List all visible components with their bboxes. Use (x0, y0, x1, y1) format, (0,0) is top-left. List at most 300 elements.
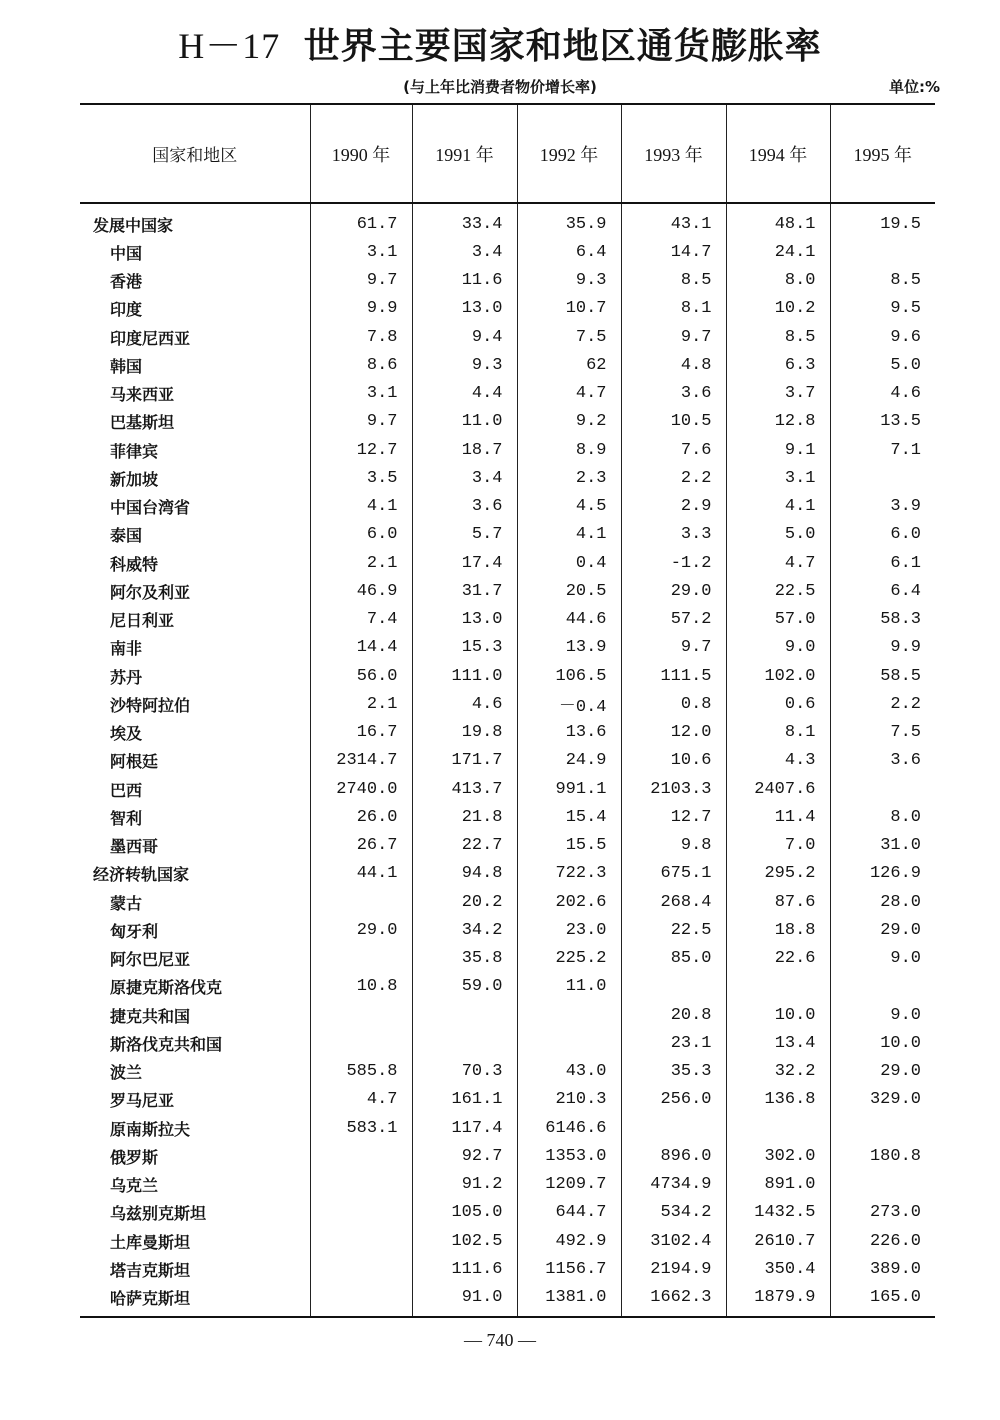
value-cell: 11.6 (412, 267, 517, 295)
header-1990: 1990 年 (310, 104, 412, 203)
value-cell: 273.0 (830, 1199, 935, 1227)
value-cell: 3.1 (310, 238, 412, 266)
value-cell (517, 1001, 621, 1029)
value-cell: 9.8 (621, 832, 726, 860)
table-row (80, 888, 935, 916)
table-code: H－17 (178, 26, 281, 66)
value-cell: 111.5 (621, 662, 726, 690)
table-row (80, 775, 935, 803)
header-region: 国家和地区 (80, 104, 310, 203)
table-row (80, 323, 935, 351)
value-cell (830, 1171, 935, 1199)
region-name: 菲律宾 (110, 441, 159, 461)
region-name: 阿根廷 (110, 752, 159, 772)
value-cell: 18.7 (412, 436, 517, 464)
value-cell: 35.9 (517, 203, 621, 238)
value-cell: 111.0 (412, 662, 517, 690)
value-cell: 9.7 (310, 267, 412, 295)
value-cell: 111.6 (412, 1255, 517, 1283)
value-cell (830, 775, 935, 803)
value-cell: 8.0 (830, 803, 935, 831)
value-cell: 6146.6 (517, 1114, 621, 1142)
value-cell: 7.5 (830, 719, 935, 747)
table-row (80, 916, 935, 944)
value-cell: 20.2 (412, 888, 517, 916)
value-cell: 12.0 (621, 719, 726, 747)
value-cell: 302.0 (726, 1142, 830, 1170)
value-cell: 1879.9 (726, 1284, 830, 1317)
region-name: 智利 (110, 808, 143, 828)
value-cell: 16.7 (310, 719, 412, 747)
value-cell: 34.2 (412, 916, 517, 944)
value-cell: 9.6 (830, 323, 935, 351)
value-cell: 10.0 (830, 1029, 935, 1057)
region-name: 蒙古 (110, 893, 143, 913)
value-cell: 8.1 (621, 295, 726, 323)
value-cell: 44.1 (310, 860, 412, 888)
region-name: 原捷克斯洛伐克 (110, 978, 223, 998)
value-cell: 12.7 (621, 803, 726, 831)
value-cell: 4.1 (310, 493, 412, 521)
value-cell: 226.0 (830, 1227, 935, 1255)
value-cell: 1662.3 (621, 1284, 726, 1317)
value-cell: 35.8 (412, 945, 517, 973)
value-cell: 4.3 (726, 747, 830, 775)
value-cell (310, 1284, 412, 1317)
value-cell (621, 973, 726, 1001)
value-cell (517, 1029, 621, 1057)
table-row (80, 634, 935, 662)
value-cell: 91.0 (412, 1284, 517, 1317)
value-cell: 92.7 (412, 1142, 517, 1170)
value-cell: 9.7 (310, 408, 412, 436)
value-cell: 33.4 (412, 203, 517, 238)
table-row (80, 606, 935, 634)
value-cell: 26.7 (310, 832, 412, 860)
value-cell: 94.8 (412, 860, 517, 888)
value-cell: 7.6 (621, 436, 726, 464)
table-row (80, 408, 935, 436)
region-name: 苏丹 (110, 667, 143, 687)
value-cell: 180.8 (830, 1142, 935, 1170)
value-cell: 8.5 (726, 323, 830, 351)
region-name: 印度 (110, 300, 143, 320)
value-cell: 102.5 (412, 1227, 517, 1255)
table-row (80, 973, 935, 1001)
value-cell: 4.7 (726, 549, 830, 577)
value-cell: 15.4 (517, 803, 621, 831)
region-name: 沙特阿拉伯 (110, 695, 191, 715)
value-cell: 13.5 (830, 408, 935, 436)
table-row (80, 464, 935, 492)
value-cell: 126.9 (830, 860, 935, 888)
region-name: 墨西哥 (110, 837, 159, 857)
page-title (0, 18, 1000, 69)
value-cell: 70.3 (412, 1058, 517, 1086)
value-cell: 891.0 (726, 1171, 830, 1199)
value-cell (310, 1227, 412, 1255)
value-cell: -1.2 (621, 549, 726, 577)
value-cell: 583.1 (310, 1114, 412, 1142)
value-cell: 350.4 (726, 1255, 830, 1283)
value-cell (726, 973, 830, 1001)
table-row (80, 860, 935, 888)
value-cell: 29.0 (310, 916, 412, 944)
value-cell: 534.2 (621, 1199, 726, 1227)
value-cell: 9.0 (830, 1001, 935, 1029)
value-cell: 2.1 (310, 690, 412, 718)
value-cell: 6.1 (830, 549, 935, 577)
value-cell: 256.0 (621, 1086, 726, 1114)
value-cell: 11.4 (726, 803, 830, 831)
value-cell: 15.3 (412, 634, 517, 662)
table-row (80, 747, 935, 775)
value-cell: 13.6 (517, 719, 621, 747)
value-cell: 24.1 (726, 238, 830, 266)
value-cell: 644.7 (517, 1199, 621, 1227)
value-cell (412, 1029, 517, 1057)
region-name: 经济转轨国家 (93, 865, 190, 885)
value-cell: 13.9 (517, 634, 621, 662)
value-cell: 26.0 (310, 803, 412, 831)
value-cell: 9.1 (726, 436, 830, 464)
region-name: 埃及 (110, 724, 143, 744)
value-cell: 6.4 (830, 577, 935, 605)
region-name: 哈萨克斯坦 (80, 1284, 310, 1317)
table-row (80, 1086, 935, 1114)
header-1994: 1994 年 (726, 104, 830, 203)
region-name: 土库曼斯坦 (110, 1232, 191, 1252)
value-cell: 11.0 (517, 973, 621, 1001)
value-cell: 8.0 (726, 267, 830, 295)
value-cell: 7.5 (517, 323, 621, 351)
region-name: 阿尔巴尼亚 (110, 950, 191, 970)
value-cell: 58.5 (830, 662, 935, 690)
value-cell: 85.0 (621, 945, 726, 973)
value-cell: 4734.9 (621, 1171, 726, 1199)
table-row (80, 803, 935, 831)
table-title: 世界主要国家和地区通货膨胀率 (303, 25, 822, 67)
value-cell: 12.8 (726, 408, 830, 436)
table-row (80, 832, 935, 860)
value-cell: 29.0 (830, 1058, 935, 1086)
value-cell: 4.8 (621, 351, 726, 379)
table-row (80, 549, 935, 577)
value-cell: 117.4 (412, 1114, 517, 1142)
value-cell: 1156.7 (517, 1255, 621, 1283)
value-cell: 896.0 (621, 1142, 726, 1170)
value-cell: 6.0 (310, 521, 412, 549)
value-cell: 991.1 (517, 775, 621, 803)
table-row (80, 295, 935, 323)
value-cell: 161.1 (412, 1086, 517, 1114)
value-cell: 10.5 (621, 408, 726, 436)
region-name: 印度尼西亚 (110, 328, 191, 348)
value-cell: 2.2 (830, 690, 935, 718)
value-cell (310, 1255, 412, 1283)
region-name: 捷克共和国 (110, 1006, 191, 1026)
value-cell: 8.9 (517, 436, 621, 464)
value-cell: 171.7 (412, 747, 517, 775)
value-cell: 13.0 (412, 295, 517, 323)
value-cell: 2103.3 (621, 775, 726, 803)
value-cell (830, 464, 935, 492)
table-row (80, 1029, 935, 1057)
value-cell: 7.8 (310, 323, 412, 351)
table-row (80, 351, 935, 379)
value-cell: 21.8 (412, 803, 517, 831)
region-name: 阿尔及利亚 (110, 582, 191, 602)
region-name: 乌克兰 (110, 1176, 159, 1196)
value-cell: 0.8 (621, 690, 726, 718)
region-name: 香港 (110, 272, 143, 292)
value-cell: 105.0 (412, 1199, 517, 1227)
value-cell (310, 1171, 412, 1199)
value-cell: 9.7 (621, 634, 726, 662)
value-cell: 3.1 (726, 464, 830, 492)
table-row (80, 1058, 935, 1086)
value-cell: 43.0 (517, 1058, 621, 1086)
value-cell: 13.0 (412, 606, 517, 634)
value-cell: 4.4 (412, 380, 517, 408)
value-cell: 14.7 (621, 238, 726, 266)
value-cell: 10.0 (726, 1001, 830, 1029)
region-name: 罗马尼亚 (110, 1091, 175, 1111)
value-cell: 8.6 (310, 351, 412, 379)
value-cell: 492.9 (517, 1227, 621, 1255)
value-cell: 585.8 (310, 1058, 412, 1086)
value-cell: 10.7 (517, 295, 621, 323)
value-cell: 413.7 (412, 775, 517, 803)
value-cell: 9.9 (310, 295, 412, 323)
unit-label: 单位:% (888, 78, 940, 96)
value-cell: 5.0 (726, 521, 830, 549)
value-cell: 9.2 (517, 408, 621, 436)
value-cell: 4.1 (726, 493, 830, 521)
value-cell: 6.0 (830, 521, 935, 549)
value-cell (621, 1114, 726, 1142)
value-cell: 675.1 (621, 860, 726, 888)
region-name: 泰国 (110, 526, 143, 546)
region-name: 新加坡 (110, 469, 159, 489)
value-cell: 10.8 (310, 973, 412, 1001)
header-1995: 1995 年 (830, 104, 935, 203)
value-cell: 14.4 (310, 634, 412, 662)
value-cell: 19.8 (412, 719, 517, 747)
value-cell: 22.7 (412, 832, 517, 860)
value-cell: －0.4 (517, 690, 621, 718)
region-name: 斯洛伐克共和国 (110, 1034, 223, 1054)
value-cell: 4.7 (517, 380, 621, 408)
table-body (80, 203, 935, 1317)
value-cell: 43.1 (621, 203, 726, 238)
table-row (80, 662, 935, 690)
value-cell: 3.3 (621, 521, 726, 549)
value-cell: 165.0 (830, 1284, 935, 1317)
value-cell: 44.6 (517, 606, 621, 634)
value-cell: 2.1 (310, 549, 412, 577)
value-cell: 2314.7 (310, 747, 412, 775)
region-name: 原南斯拉夫 (110, 1119, 191, 1139)
value-cell: 3.4 (412, 464, 517, 492)
value-cell (830, 1114, 935, 1142)
value-cell: 202.6 (517, 888, 621, 916)
value-cell: 4.5 (517, 493, 621, 521)
table-row (80, 577, 935, 605)
value-cell: 11.0 (412, 408, 517, 436)
value-cell: 3.5 (310, 464, 412, 492)
value-cell: 2.9 (621, 493, 726, 521)
table-row (80, 436, 935, 464)
value-cell: 2.3 (517, 464, 621, 492)
value-cell: 28.0 (830, 888, 935, 916)
value-cell: 9.4 (412, 323, 517, 351)
value-cell: 2407.6 (726, 775, 830, 803)
value-cell (310, 1199, 412, 1227)
value-cell: 9.3 (517, 267, 621, 295)
value-cell: 23.1 (621, 1029, 726, 1057)
value-cell: 56.0 (310, 662, 412, 690)
value-cell: 7.4 (310, 606, 412, 634)
table-subtitle: (与上年比消费者物价增长率) (403, 78, 597, 96)
value-cell: 4.1 (517, 521, 621, 549)
table-row (80, 1142, 935, 1170)
value-cell: 29.0 (621, 577, 726, 605)
value-cell: 102.0 (726, 662, 830, 690)
value-cell: 4.7 (310, 1086, 412, 1114)
region-name: 巴基斯坦 (110, 413, 175, 433)
value-cell: 20.5 (517, 577, 621, 605)
value-cell: 1381.0 (517, 1284, 621, 1317)
value-cell: 2610.7 (726, 1227, 830, 1255)
value-cell (830, 238, 935, 266)
value-cell: 1432.5 (726, 1199, 830, 1227)
value-cell: 24.9 (517, 747, 621, 775)
table-row (80, 1255, 935, 1283)
table-row (80, 1001, 935, 1029)
value-cell: 9.3 (412, 351, 517, 379)
region-name: 俄罗斯 (110, 1147, 159, 1167)
value-cell: 87.6 (726, 888, 830, 916)
value-cell: 31.7 (412, 577, 517, 605)
value-cell: 210.3 (517, 1086, 621, 1114)
header-1991: 1991 年 (412, 104, 517, 203)
value-cell: 2.2 (621, 464, 726, 492)
region-name: 马来西亚 (110, 385, 175, 405)
region-name: 巴西 (110, 780, 143, 800)
value-cell (726, 1114, 830, 1142)
value-cell: 13.4 (726, 1029, 830, 1057)
value-cell: 3.4 (412, 238, 517, 266)
value-cell: 19.5 (830, 203, 935, 238)
table-row (80, 521, 935, 549)
table-row (80, 380, 935, 408)
table-row (80, 267, 935, 295)
value-cell: 722.3 (517, 860, 621, 888)
region-name: 中国台湾省 (110, 498, 191, 518)
table-row (80, 1171, 935, 1199)
region-name: 科威特 (110, 554, 159, 574)
value-cell (310, 888, 412, 916)
table-row (80, 1199, 935, 1227)
value-cell: 3102.4 (621, 1227, 726, 1255)
value-cell: 1353.0 (517, 1142, 621, 1170)
value-cell: 225.2 (517, 945, 621, 973)
value-cell: 46.9 (310, 577, 412, 605)
value-cell: 57.2 (621, 606, 726, 634)
value-cell: 58.3 (830, 606, 935, 634)
value-cell: 18.8 (726, 916, 830, 944)
table-row (80, 238, 935, 266)
value-cell: 4.6 (830, 380, 935, 408)
table-row (80, 945, 935, 973)
table-row (80, 1227, 935, 1255)
value-cell: 8.5 (830, 267, 935, 295)
inflation-table (80, 103, 935, 1318)
region-name: 发展中国家 (93, 215, 174, 235)
region-name: 尼日利亚 (110, 611, 175, 631)
value-cell: 5.0 (830, 351, 935, 379)
value-cell: 62 (517, 351, 621, 379)
table-row (80, 1284, 935, 1317)
value-cell: 7.0 (726, 832, 830, 860)
value-cell: 8.1 (726, 719, 830, 747)
value-cell (310, 945, 412, 973)
value-cell: 59.0 (412, 973, 517, 1001)
value-cell: 48.1 (726, 203, 830, 238)
value-cell (310, 1142, 412, 1170)
value-cell: 1209.7 (517, 1171, 621, 1199)
table-row (80, 690, 935, 718)
value-cell: 295.2 (726, 860, 830, 888)
value-cell: 3.6 (412, 493, 517, 521)
value-cell: 3.1 (310, 380, 412, 408)
region-name: 韩国 (110, 356, 143, 376)
region-name: 南非 (110, 639, 143, 659)
header-1992: 1992 年 (517, 104, 621, 203)
value-cell: 10.2 (726, 295, 830, 323)
value-cell: 9.0 (830, 945, 935, 973)
header-row (80, 104, 935, 203)
header-1993: 1993 年 (621, 104, 726, 203)
value-cell: 9.9 (830, 634, 935, 662)
region-name: 中国 (110, 243, 143, 263)
value-cell: 106.5 (517, 662, 621, 690)
value-cell: 15.5 (517, 832, 621, 860)
value-cell: 9.0 (726, 634, 830, 662)
value-cell: 91.2 (412, 1171, 517, 1199)
table-row (80, 1114, 935, 1142)
value-cell: 0.6 (726, 690, 830, 718)
value-cell: 22.5 (621, 916, 726, 944)
value-cell: 31.0 (830, 832, 935, 860)
value-cell: 22.6 (726, 945, 830, 973)
value-cell: 20.8 (621, 1001, 726, 1029)
region-name: 波兰 (110, 1063, 143, 1083)
value-cell (412, 1001, 517, 1029)
value-cell: 8.5 (621, 267, 726, 295)
value-cell: 9.5 (830, 295, 935, 323)
value-cell (310, 1001, 412, 1029)
value-cell: 7.1 (830, 436, 935, 464)
value-cell: 0.4 (517, 549, 621, 577)
value-cell: 10.6 (621, 747, 726, 775)
value-cell: 136.8 (726, 1086, 830, 1114)
table-row (80, 719, 935, 747)
value-cell (310, 1029, 412, 1057)
value-cell: 6.3 (726, 351, 830, 379)
value-cell: 32.2 (726, 1058, 830, 1086)
